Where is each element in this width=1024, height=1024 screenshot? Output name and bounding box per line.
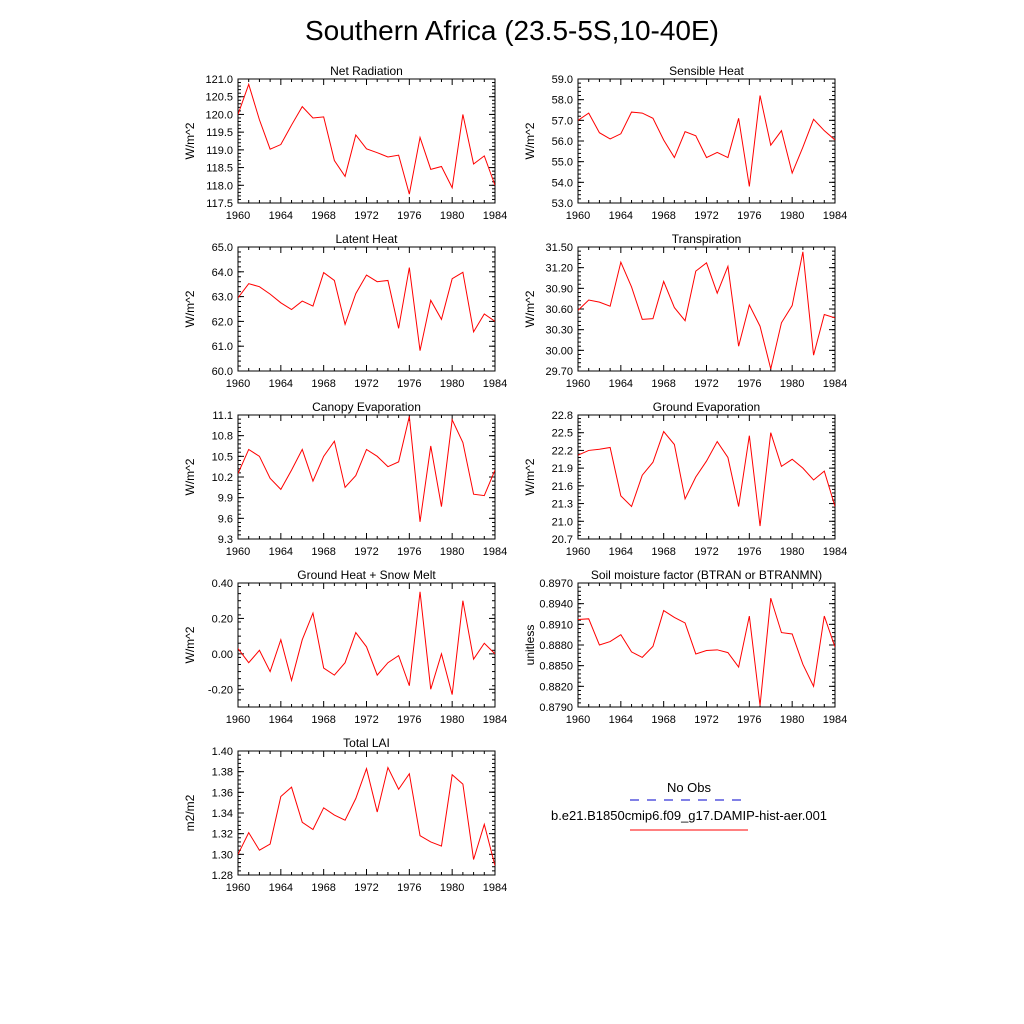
x-tick-label: 1968	[311, 210, 336, 222]
legend	[551, 780, 827, 830]
x-tick-label: 1968	[651, 210, 676, 222]
y-tick-label: 31.20	[545, 262, 573, 275]
x-tick-label: 1980	[779, 378, 805, 390]
y-tick-label: 59.0	[551, 74, 573, 86]
y-tick-label: 22.2	[551, 445, 573, 458]
x-tick-label: 1960	[225, 546, 251, 558]
panel-3	[523, 232, 847, 390]
x-tick-label: 1972	[694, 546, 719, 558]
y-tick-label: 0.8970	[539, 578, 573, 590]
x-tick-label: 1984	[822, 210, 848, 222]
series-line-0	[238, 416, 495, 521]
y-axis-label: m2/m2	[183, 794, 197, 832]
x-tick-label: 1980	[779, 210, 805, 222]
y-tick-label: 30.60	[545, 304, 573, 316]
x-tick-label: 1968	[311, 882, 336, 894]
panel-title: Transpiration	[671, 232, 742, 246]
y-tick-label: 0.8790	[539, 702, 573, 714]
panel-frame	[578, 79, 835, 203]
panel-title: Total LAI	[343, 736, 390, 750]
series-line-0	[238, 768, 495, 866]
x-tick-label: 1980	[779, 546, 805, 558]
panel-0	[183, 64, 507, 222]
legend-obs-label: No Obs	[666, 780, 712, 795]
x-tick-label: 1984	[482, 210, 508, 222]
y-tick-label: 0.20	[211, 613, 233, 626]
x-tick-label: 1976	[397, 210, 422, 222]
panel-8	[183, 736, 507, 894]
x-tick-label: 1968	[311, 714, 336, 726]
y-tick-label: 1.36	[211, 787, 233, 800]
x-tick-label: 1984	[482, 714, 508, 726]
y-tick-label: 0.8820	[539, 681, 573, 694]
x-tick-label: 1972	[694, 378, 719, 390]
x-tick-label: 1960	[225, 210, 251, 222]
y-axis-label: W/m^2	[523, 290, 537, 328]
y-axis-label: W/m^2	[183, 458, 197, 496]
x-tick-label: 1976	[397, 546, 422, 558]
y-tick-label: 1.40	[211, 746, 233, 758]
y-tick-label: 21.0	[551, 516, 573, 529]
y-tick-label: 64.0	[211, 266, 233, 279]
x-tick-label: 1968	[311, 546, 336, 558]
x-tick-label: 1984	[482, 882, 508, 894]
panel-title: Ground Heat + Snow Melt	[297, 568, 436, 582]
x-tick-label: 1976	[397, 714, 422, 726]
panel-5	[523, 400, 847, 558]
x-tick-label: 1964	[268, 546, 294, 558]
x-tick-label: 1960	[225, 378, 251, 390]
y-tick-label: 119.0	[206, 144, 233, 157]
x-tick-label: 1964	[268, 378, 294, 390]
panel-frame	[578, 247, 835, 371]
y-axis-label: W/m^2	[523, 122, 537, 160]
x-tick-label: 1960	[225, 714, 251, 726]
y-axis-label: W/m^2	[183, 122, 197, 160]
y-tick-label: 0.8940	[539, 598, 573, 611]
y-tick-label: 10.2	[211, 472, 233, 484]
y-tick-label: 117.5	[206, 198, 233, 210]
y-tick-label: 9.9	[217, 492, 233, 505]
x-tick-label: 1976	[737, 210, 762, 222]
y-tick-label: 1.30	[211, 849, 233, 862]
y-tick-label: 22.8	[551, 410, 573, 422]
x-tick-label: 1960	[565, 378, 591, 390]
panel-title: Sensible Heat	[669, 64, 744, 78]
series-line-0	[578, 432, 835, 526]
legend-model-label: b.e21.B1850cmip6.f09_g17.DAMIP-hist-aer.001	[550, 808, 828, 823]
y-tick-label: 0.8880	[539, 640, 573, 652]
panel-title: Canopy Evaporation	[312, 400, 421, 414]
y-tick-label: 57.0	[551, 115, 573, 128]
x-tick-label: 1964	[608, 714, 634, 726]
y-tick-label: 61.0	[211, 341, 233, 354]
x-tick-label: 1960	[565, 546, 591, 558]
x-tick-label: 1972	[694, 714, 719, 726]
y-tick-label: 1.34	[211, 808, 233, 820]
y-axis-label: W/m^2	[523, 458, 537, 496]
x-tick-label: 1972	[354, 546, 379, 558]
y-tick-label: 0.40	[211, 578, 233, 590]
panel-title: Ground Evaporation	[652, 400, 761, 414]
x-tick-label: 1980	[779, 714, 805, 726]
series-line-0	[238, 268, 495, 351]
x-tick-label: 1960	[565, 210, 591, 222]
x-tick-label: 1964	[268, 882, 294, 894]
panel-title: Latent Heat	[335, 232, 398, 246]
x-tick-label: 1980	[439, 378, 465, 390]
y-tick-label: 10.5	[211, 451, 233, 464]
y-tick-label: 65.0	[211, 242, 233, 254]
x-tick-label: 1968	[311, 378, 336, 390]
x-tick-label: 1964	[608, 210, 634, 222]
panel-frame	[238, 247, 495, 371]
figure-title: Southern Africa (23.5-5S,10-40E)	[304, 15, 720, 46]
y-tick-label: 1.32	[211, 828, 233, 841]
panel-6	[183, 568, 507, 726]
x-tick-label: 1972	[354, 210, 379, 222]
series-line-0	[578, 598, 835, 705]
y-tick-label: 1.28	[211, 870, 233, 882]
x-tick-label: 1972	[354, 714, 379, 726]
x-tick-label: 1972	[354, 378, 379, 390]
x-tick-label: 1984	[482, 378, 508, 390]
y-tick-label: 10.8	[211, 430, 233, 443]
y-tick-label: 30.90	[545, 283, 573, 296]
y-tick-label: 119.5	[206, 127, 233, 140]
y-tick-label: 0.00	[211, 648, 233, 661]
x-tick-label: 1972	[354, 882, 379, 894]
y-tick-label: 58.0	[551, 94, 573, 107]
x-tick-label: 1964	[608, 378, 634, 390]
x-tick-label: 1968	[651, 378, 676, 390]
y-tick-label: 60.0	[211, 366, 233, 378]
x-tick-label: 1968	[651, 714, 676, 726]
x-tick-label: 1964	[268, 714, 294, 726]
x-tick-label: 1960	[565, 714, 591, 726]
y-axis-label: unitless	[523, 624, 537, 666]
x-tick-label: 1968	[651, 546, 676, 558]
y-tick-label: 120.0	[205, 109, 233, 122]
panel-title: Net Radiation	[330, 64, 403, 78]
y-tick-label: 11.1	[212, 410, 233, 422]
y-tick-label: 120.5	[205, 91, 233, 104]
y-tick-label: 1.38	[211, 766, 233, 779]
x-tick-label: 1976	[737, 546, 762, 558]
x-tick-label: 1976	[397, 378, 422, 390]
panel-7	[523, 568, 847, 726]
series-line-0	[578, 96, 835, 187]
panel-frame	[238, 583, 495, 707]
x-tick-label: 1972	[694, 210, 719, 222]
y-tick-label: 56.0	[551, 136, 573, 148]
x-tick-label: 1960	[225, 882, 251, 894]
x-tick-label: 1980	[439, 714, 465, 726]
y-tick-label: 22.5	[551, 427, 573, 440]
x-tick-label: 1984	[822, 378, 848, 390]
y-tick-label: 30.30	[545, 324, 573, 337]
y-tick-label: 121.0	[205, 74, 233, 86]
y-tick-label: 20.7	[551, 534, 573, 546]
x-tick-label: 1984	[822, 546, 848, 558]
y-tick-label: 54.0	[551, 177, 573, 190]
y-tick-label: 31.50	[545, 242, 573, 254]
y-tick-label: 29.70	[545, 366, 573, 378]
y-tick-label: 30.00	[545, 345, 573, 358]
panels-group	[183, 64, 847, 894]
x-tick-label: 1976	[737, 714, 762, 726]
series-line-0	[578, 252, 835, 369]
x-tick-label: 1976	[397, 882, 422, 894]
y-tick-label: 118.5	[206, 162, 233, 175]
x-tick-label: 1984	[822, 714, 848, 726]
y-axis-label: W/m^2	[183, 626, 197, 664]
panel-2	[183, 232, 507, 390]
y-tick-label: 0.8910	[539, 619, 573, 632]
x-tick-label: 1976	[737, 378, 762, 390]
panel-frame	[238, 79, 495, 203]
y-tick-label: 118.0	[206, 180, 233, 193]
y-tick-label: 55.0	[551, 156, 573, 169]
y-tick-label: 21.3	[551, 498, 573, 511]
y-tick-label: 53.0	[551, 198, 573, 210]
y-axis-label: W/m^2	[183, 290, 197, 328]
y-tick-label: 9.3	[217, 534, 233, 546]
x-tick-label: 1980	[439, 210, 465, 222]
panel-1	[523, 64, 847, 222]
y-tick-label: -0.20	[207, 684, 233, 697]
x-tick-label: 1964	[268, 210, 294, 222]
y-tick-label: 63.0	[211, 291, 233, 304]
panel-frame	[238, 415, 495, 539]
series-line-0	[238, 592, 495, 695]
panel-title: Soil moisture factor (BTRAN or BTRANMN)	[590, 568, 823, 582]
y-tick-label: 9.6	[217, 513, 233, 526]
series-line-0	[238, 84, 495, 194]
panel-4	[183, 400, 507, 558]
x-tick-label: 1980	[439, 546, 465, 558]
y-tick-label: 21.9	[551, 463, 573, 476]
x-tick-label: 1984	[482, 546, 508, 558]
y-tick-label: 62.0	[211, 316, 233, 329]
x-tick-label: 1964	[608, 546, 634, 558]
x-tick-label: 1980	[439, 882, 465, 894]
y-tick-label: 21.6	[551, 480, 573, 493]
y-tick-label: 0.8850	[539, 660, 573, 673]
